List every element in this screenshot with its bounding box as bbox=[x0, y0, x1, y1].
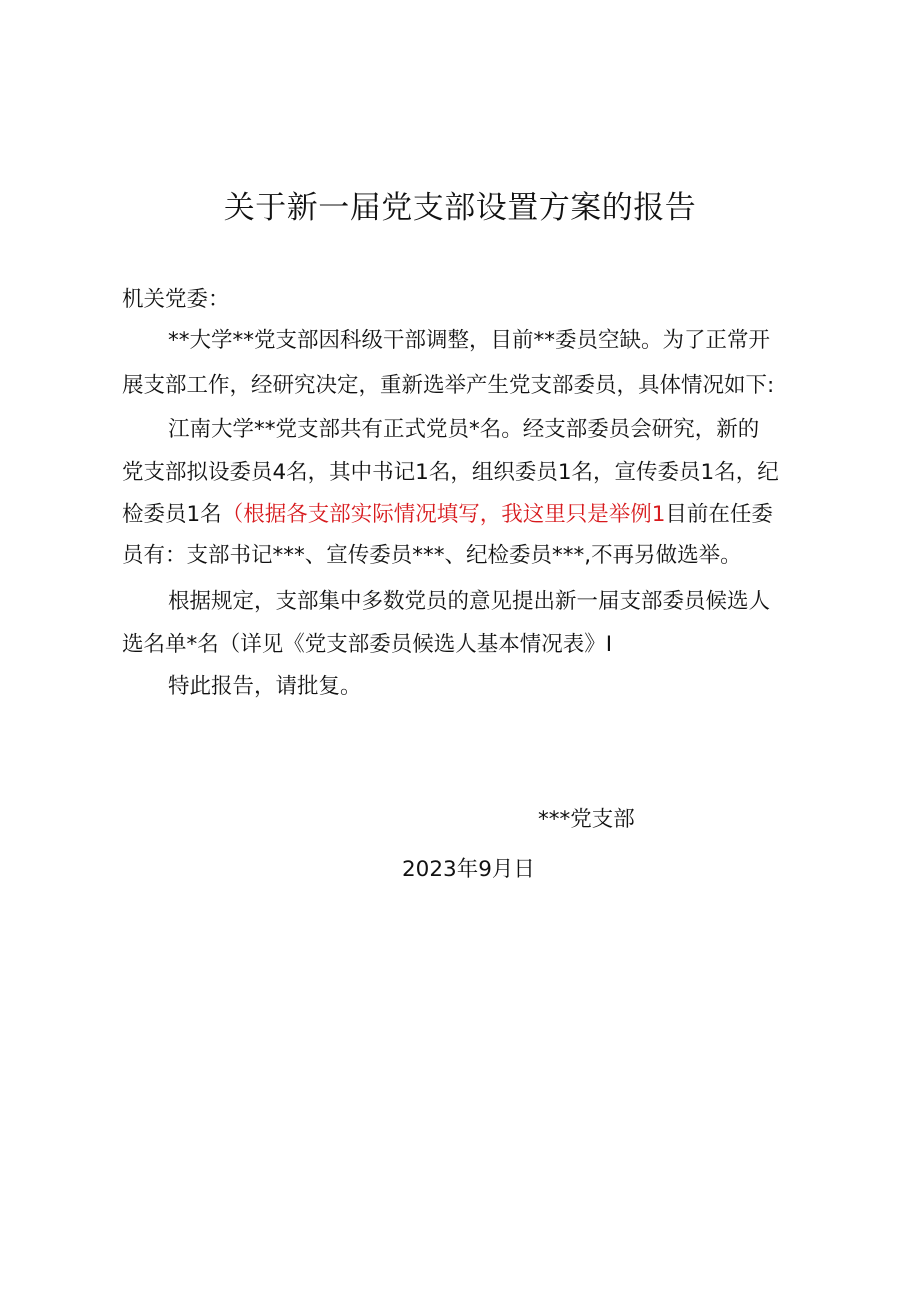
paragraph-2-line-2: 党支部拟设委员4名，其中书记1名，组织委员1名，宣传委员1名，纪 bbox=[122, 460, 779, 485]
paragraph-1-line-2: 展支部工作，经研究决定，重新选举产生党支部委员，具体情况如下: bbox=[122, 373, 775, 398]
page-title: 关于新一届党支部设置方案的报告 bbox=[223, 190, 697, 226]
closing-request: 特此报告，请批复。 bbox=[168, 674, 362, 699]
paragraph-2-line-1: 江南大学**党支部共有正式党员*名。经支部委员会研究，新的 bbox=[168, 417, 760, 442]
paragraph-3-line-2: 选名单*名（详见《党支部委员候选人基本情况表》I bbox=[122, 632, 613, 657]
date: 2023年9月日 bbox=[402, 857, 535, 882]
red-instruction-note: （根据各支部实际情况填写，我这里只是举例1 bbox=[221, 502, 666, 527]
signature: ***党支部 bbox=[538, 807, 635, 832]
paragraph-2-line-3-start: 检委员1名 bbox=[122, 502, 222, 527]
paragraph-2-line-4: 员有：支部书记***、宣传委员***、纪检委员***,不再另做选举。 bbox=[122, 543, 742, 568]
paragraph-2-line-3-end: 目前在任委 bbox=[665, 502, 773, 527]
salutation: 机关党委： bbox=[122, 287, 230, 312]
paragraph-2-line-3 bbox=[122, 498, 773, 532]
paragraph-3-line-1: 根据规定，支部集中多数党员的意见提出新一届支部委员候选人 bbox=[168, 589, 771, 614]
paragraph-1-line-1: **大学**党支部因科级干部调整，目前**委员空缺。为了正常开 bbox=[168, 328, 771, 353]
